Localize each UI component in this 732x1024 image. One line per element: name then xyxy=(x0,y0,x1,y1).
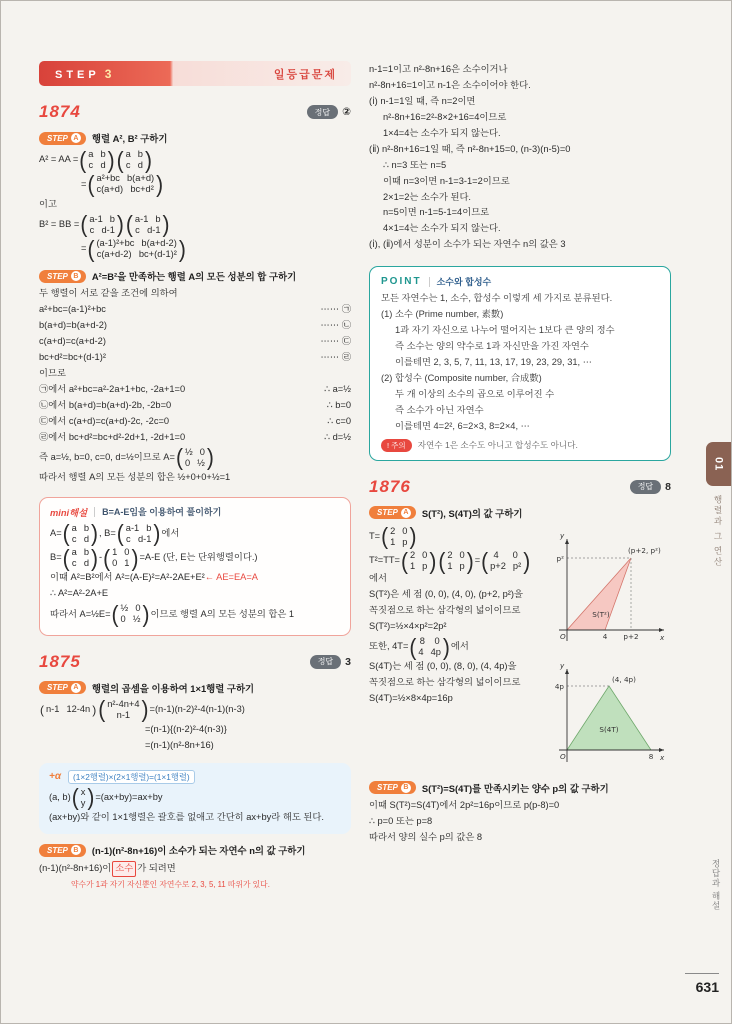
matrix: ( a²+bc b(a+d) c(a+d) bc+d² ) xyxy=(87,171,164,198)
text-line: (ax+by)와 같이 1×1행렬은 괄호를 없애고 간단히 ax+by라 해도 된다. xyxy=(49,812,324,823)
plus-alpha-box xyxy=(39,763,351,834)
text-line: (ⅰ), (ⅱ)에서 성분이 소수가 되는 자연수 n의 값은 3 xyxy=(369,239,566,250)
step-letter-icon: B xyxy=(71,271,81,281)
mini-box-title: B=A-E임을 이용하여 풀이하기 xyxy=(102,507,222,518)
answer-badge xyxy=(630,480,671,494)
matrix: ( a-1 b c d-1 ) xyxy=(80,211,124,238)
text-line: ㉡에서 b(a+d)=b(a+d)-2b, -2b=0 ∴ b=0 xyxy=(39,399,351,410)
solution-lines xyxy=(39,149,351,260)
step-badge-text: STEP xyxy=(47,271,68,281)
g1-y-axis-label: y xyxy=(560,530,565,540)
text-line: 두 개 이상의 소수의 곱으로 이루어진 수 xyxy=(395,388,555,399)
text-line: 따라서 양의 실수 p의 값은 8 xyxy=(369,831,483,842)
matrix: ( 2 0 1 p ) xyxy=(381,523,417,550)
step-letter-icon: A xyxy=(71,133,81,143)
text-line: 즉 a=½, b=0, c=0, d=½이므로 A= ( ½ 0 0 ½ ) xyxy=(39,444,214,471)
step-b-header xyxy=(369,781,671,795)
matrix: ( 2 0 1 p ) xyxy=(401,548,437,575)
text-line: ( n-1 12-4n ) ( n²-4n+4 n-1 ) =(n-1)(n-2)²-4(n-1)(n-3) xyxy=(40,696,245,723)
text-line: 이고 xyxy=(39,198,57,209)
text-line: 약수가 1과 자기 자신뿐인 자연수로 2, 3, 5, 11 따위가 있다. xyxy=(71,880,270,889)
step-letter-icon: B xyxy=(71,845,81,855)
step-letter-icon: A xyxy=(71,683,81,693)
step-banner-left xyxy=(39,67,205,81)
matrix: ( 1 0 0 1 ) xyxy=(103,545,139,572)
problem-1874-header xyxy=(39,102,351,122)
g1-xp2-label: p+2 xyxy=(623,631,639,641)
answer-label: 정답 xyxy=(630,480,661,494)
text-line: T²=TT= ( 2 0 1 p ) ( 2 0 1 p ) = ( 4 0 p+2 p² ) 에서 xyxy=(369,548,531,584)
matrix: ( n²-4n+4 n-1 ) xyxy=(98,696,149,723)
problem-1876-header xyxy=(369,477,671,497)
matrix: ( (a-1)²+bc b(a+d-2) c(a+d-2) bc+(d-1)² ) xyxy=(87,236,186,262)
text-line: (2) 합성수 (Composite number, 合成數) xyxy=(381,372,542,383)
matrix: ( 4 0 p+2 p² ) xyxy=(481,548,531,575)
answers-section-vertical: 정답과 해설 xyxy=(711,859,721,911)
g2-area-label: S(4T) xyxy=(599,724,619,734)
text-line: ∴ p=0 또는 p=8 xyxy=(369,815,433,826)
answer-value: 8 xyxy=(665,480,671,493)
plus-alpha-label: +α xyxy=(49,771,62,783)
problem-number: 1874 xyxy=(39,102,81,121)
step-badge xyxy=(369,506,416,519)
text-line: 즉 소수가 아닌 자연수 xyxy=(395,404,484,415)
solution-lines xyxy=(369,799,671,845)
text-line: n²-8n+16=2²-8×2+16=4이므로 xyxy=(383,111,507,122)
step-title: (n-1)(n²-8n+16)이 소수가 되는 자연수 n의 값 구하기 xyxy=(91,845,306,857)
g2-x-axis-label: x xyxy=(660,752,665,762)
text-line: 따라서 A=½E= ( ½ 0 0 ½ ) 이므로 행렬 A의 모든 성분의 합은 1 xyxy=(50,601,295,628)
g1-point-label: (p+2, p²) xyxy=(628,545,661,555)
text-line: S(4T)=½×8×4p=16p xyxy=(369,693,453,704)
matrix: ( a-1 b c d-1 ) xyxy=(125,211,170,238)
answer-badge xyxy=(307,105,351,119)
solution-lines xyxy=(39,287,351,485)
text-line: 두 행렬이 서로 같을 조건에 의하여 xyxy=(39,288,178,299)
text-line: S(T²)=½×4×p²=2p² xyxy=(369,621,447,632)
text-line: =(n-1){(n-2)²-4(n-3)} xyxy=(145,723,227,734)
text-line: T= ( 2 0 1 p ) xyxy=(369,523,417,550)
g2-py-label: 4p xyxy=(554,681,564,691)
matrix: ( a-1 b c d-1 ) xyxy=(116,521,161,547)
point-box-header xyxy=(381,275,659,288)
text-line: = ( (a-1)²+bc b(a+d-2) c(a+d-2) bc+(d-1)² ) xyxy=(81,236,186,262)
text-line: 즉 소수는 양의 약수로 1과 자신만을 가진 자연수 xyxy=(395,341,589,352)
text-line: n-1=1이고 n²-8n+16은 소수이거나 xyxy=(369,64,508,74)
text-line: (ⅱ) n²-8n+16=1일 때, 즉 n²-8n+15=0, (n-3)(n-5)=0 xyxy=(369,143,571,154)
g1-area-label: S(T²) xyxy=(592,609,610,619)
right-column xyxy=(369,61,671,847)
step-badge xyxy=(39,681,86,694)
point-title: 소수와 합성수 xyxy=(436,277,492,288)
plus-alpha-lines xyxy=(49,787,341,825)
step-badge-text: STEP xyxy=(377,508,398,518)
step-badge xyxy=(39,270,86,283)
text-line: c(a+d)=c(a+d-2) ⋯⋯ ㉢ xyxy=(39,336,351,346)
matrix: ( a b c d ) xyxy=(62,545,98,572)
text-line: 4×1=4는 소수가 되지 않는다. xyxy=(383,223,501,234)
problem-1875-header xyxy=(39,652,351,672)
text-line: 꼭짓점으로 하는 삼각형의 넓이이므로 xyxy=(369,677,521,688)
step-title: S(T²), S(4T)의 값 구하기 xyxy=(421,507,523,519)
text-line: 이때 n=3이면 n-1=3-1=2이므로 xyxy=(383,175,510,186)
text-line: A² = AA = ( a b c d ) ( a b c d ) xyxy=(39,147,152,174)
step-badge-text: STEP xyxy=(377,783,398,793)
text-line: = ( a²+bc b(a+d) c(a+d) bc+d² ) xyxy=(81,171,164,198)
left-column xyxy=(39,61,351,893)
point-box xyxy=(369,266,671,460)
point-label: POINT xyxy=(381,276,422,288)
chapter-number-tab: 01 xyxy=(706,442,731,486)
chapter-title-vertical: 행렬과 그 연산 xyxy=(713,495,723,568)
matrix: ( 2 0 1 p ) xyxy=(438,548,474,575)
text-line: S(T²)은 세 점 (0, 0), (4, 0), (p+2, p²)을 xyxy=(369,589,523,600)
text-line: 이므로 xyxy=(39,367,66,378)
mini-box-lines xyxy=(50,523,340,626)
point-box-lines xyxy=(381,292,659,433)
divider xyxy=(429,277,430,287)
step-b-header xyxy=(39,269,351,283)
text-line: (1) 소수 (Prime number, 素數) xyxy=(381,309,504,320)
caution-row xyxy=(381,439,659,452)
text-line: 1과 자기 자신으로 나누어 떨어지는 1보다 큰 양의 정수 xyxy=(395,325,615,336)
matrix: ( a b c d ) xyxy=(79,147,115,174)
mini-explanation-box xyxy=(39,497,351,636)
answer-value: ② xyxy=(342,106,351,118)
text-line: B² = BB = ( a-1 b c d-1 ) ( a-1 b c d-1 ) xyxy=(39,211,170,238)
page-number: 631 xyxy=(685,973,719,995)
solution-lines xyxy=(369,524,545,709)
solution-lines xyxy=(39,861,351,891)
step-badge xyxy=(369,781,416,794)
matrix: ( a b c d ) xyxy=(62,521,98,547)
mini-box-label: mini해설 xyxy=(50,507,88,518)
answer-label: 정답 xyxy=(307,105,338,119)
answer-badge xyxy=(310,655,351,669)
matrix: ( x y ) xyxy=(71,785,95,811)
g2-origin-label: O xyxy=(560,751,566,761)
step-letter-icon: A xyxy=(401,508,411,518)
mini-box-header xyxy=(50,505,340,519)
text-line: ㉣에서 bc+d²=bc+d²-2d+1, -2d+1=0 ∴ d=½ xyxy=(39,431,351,442)
text-line: 이때 A²=B²에서 A²=(A-E)²=A²-2AE+E² ← AE=EA=A xyxy=(50,572,258,583)
step-a-header xyxy=(369,506,671,520)
plus-alpha-header xyxy=(49,770,341,784)
step-b-header xyxy=(39,843,351,857)
matrix: ( 8 0 4 4p ) xyxy=(409,634,450,661)
text-line: 2×1=2는 소수가 된다. xyxy=(383,191,472,202)
text-line: 모든 자연수는 1, 소수, 합성수 이렇게 세 가지로 분류된다. xyxy=(381,293,613,304)
step-title: 행렬 A², B² 구하기 xyxy=(91,133,168,144)
solution-lines-continued xyxy=(369,63,671,252)
text-line: 또한, 4T= ( 8 0 4 4p ) 에서 xyxy=(369,634,469,661)
matrix: ( n-1 12-4n ) xyxy=(40,702,97,717)
text-line: A= ( a b c d ) , B= ( a-1 b c d-1 ) 에서 xyxy=(50,521,180,547)
step-badge-text: STEP xyxy=(47,133,68,143)
g1-x4-label: 4 xyxy=(602,631,608,641)
text-line: 꼭짓점으로 하는 삼각형의 넓이이므로 xyxy=(369,605,521,616)
step-badge xyxy=(39,844,86,857)
text-line: n=5이면 n-1=5-1=4이므로 xyxy=(383,207,490,218)
step-title: 행렬의 곱셈을 이용하여 1×1행렬 구하기 xyxy=(91,682,255,694)
text-line: bc+d²=bc+(d-1)² ⋯⋯ ㉣ xyxy=(39,351,351,362)
banner-section-title: 일등급문제 xyxy=(273,68,337,81)
caution-text: 자연수 1은 소수도 아니고 합성수도 아니다. xyxy=(417,440,578,451)
text-line: a²+bc=(a-1)²+bc ⋯⋯ ㉠ xyxy=(39,304,351,315)
text-line: (a, b) ( x y ) =(ax+by)=ax+by xyxy=(49,785,163,811)
step-letter-icon: B xyxy=(401,783,411,793)
g2-y-axis-label: y xyxy=(560,660,565,670)
text-line: (ⅰ) n-1=1일 때, 즉 n=2이면 xyxy=(369,95,476,106)
answer-label: 정답 xyxy=(310,655,341,669)
step-badge-text: STEP xyxy=(47,683,68,693)
g2-point-label: (4, 4p) xyxy=(612,674,636,684)
answer-value: 3 xyxy=(345,655,351,668)
triangle-graph-s-4t xyxy=(551,658,671,772)
divider xyxy=(94,507,95,517)
step-badge xyxy=(39,132,86,145)
problem-number: 1875 xyxy=(39,651,81,671)
text-line: 이때 S(T²)=S(4T)에서 2p²=16p이므로 p(p-8)=0 xyxy=(369,799,560,810)
text-line: ∴ n=3 또는 n=5 xyxy=(383,159,447,170)
solution-lines xyxy=(39,696,351,753)
text-line: ∴ A²=A²-2A+E xyxy=(50,588,109,599)
text-line: S(4T)는 세 점 (0, 0), (8, 0), (4, 4p)을 xyxy=(369,661,517,672)
g2-x8-label: 8 xyxy=(648,751,654,761)
plus-alpha-title: (1×2행렬)×(2×1행렬)=(1×1행렬) xyxy=(68,770,195,784)
step-banner-number: 3 xyxy=(104,66,112,81)
text-line: 이를테면 4=2², 6=2×3, 8=2×4, ⋯ xyxy=(395,420,530,431)
text-line: 1×4=4는 소수가 되지 않는다. xyxy=(383,127,501,138)
text-line: ㉢에서 c(a+d)=c(a+d)-2c, -2c=0 ∴ c=0 xyxy=(39,415,351,426)
step-banner-label: STEP xyxy=(55,68,100,81)
text-line: =(n-1)(n²-8n+16) xyxy=(145,739,214,750)
text-line: B= ( a b c d ) - ( 1 0 0 1 ) =A-E (단, E는 단위행렬이다.) xyxy=(50,545,258,572)
graphs-column xyxy=(551,526,671,772)
step-a-header xyxy=(39,681,351,695)
step-title: S(T²)=S(4T)를 만족시키는 양수 p의 값 구하기 xyxy=(421,782,609,794)
matrix: ( ½ 0 0 ½ ) xyxy=(111,601,150,628)
g1-py-label: p² xyxy=(556,553,564,563)
step-banner xyxy=(39,61,351,86)
text-line: 이를테면 2, 3, 5, 7, 11, 13, 17, 19, 23, 29, 31, ⋯ xyxy=(395,357,593,367)
problem-1876-body xyxy=(369,524,671,772)
caution-badge: ! 주의 xyxy=(381,439,412,452)
triangle-graph-s-t2 xyxy=(551,526,671,650)
text-line: 따라서 행렬 A의 모든 성분의 합은 ½+0+0+½=1 xyxy=(39,471,231,482)
g1-x-axis-label: x xyxy=(660,632,665,642)
problem-number: 1876 xyxy=(369,476,411,496)
text-line: (n-1)(n²-8n+16)이 소수 가 되려면 xyxy=(39,861,351,877)
matrix: ( a b c d ) xyxy=(116,147,152,174)
step-badge-text: STEP xyxy=(47,845,68,855)
step-a-header xyxy=(39,131,351,145)
text-line: ㉠에서 a²+bc=a²-2a+1+bc, -2a+1=0 ∴ a=½ xyxy=(39,383,351,394)
text-line: b(a+d)=b(a+d-2) ⋯⋯ ㉡ xyxy=(39,320,351,331)
text-line: n²-8n+16=1이고 n-1은 소수이어야 한다. xyxy=(369,79,531,90)
matrix: ( ½ 0 0 ½ ) xyxy=(175,444,214,471)
step-title: A²=B²을 만족하는 행렬 A의 모든 성분의 합 구하기 xyxy=(91,271,297,283)
g1-origin-label: O xyxy=(560,631,566,641)
